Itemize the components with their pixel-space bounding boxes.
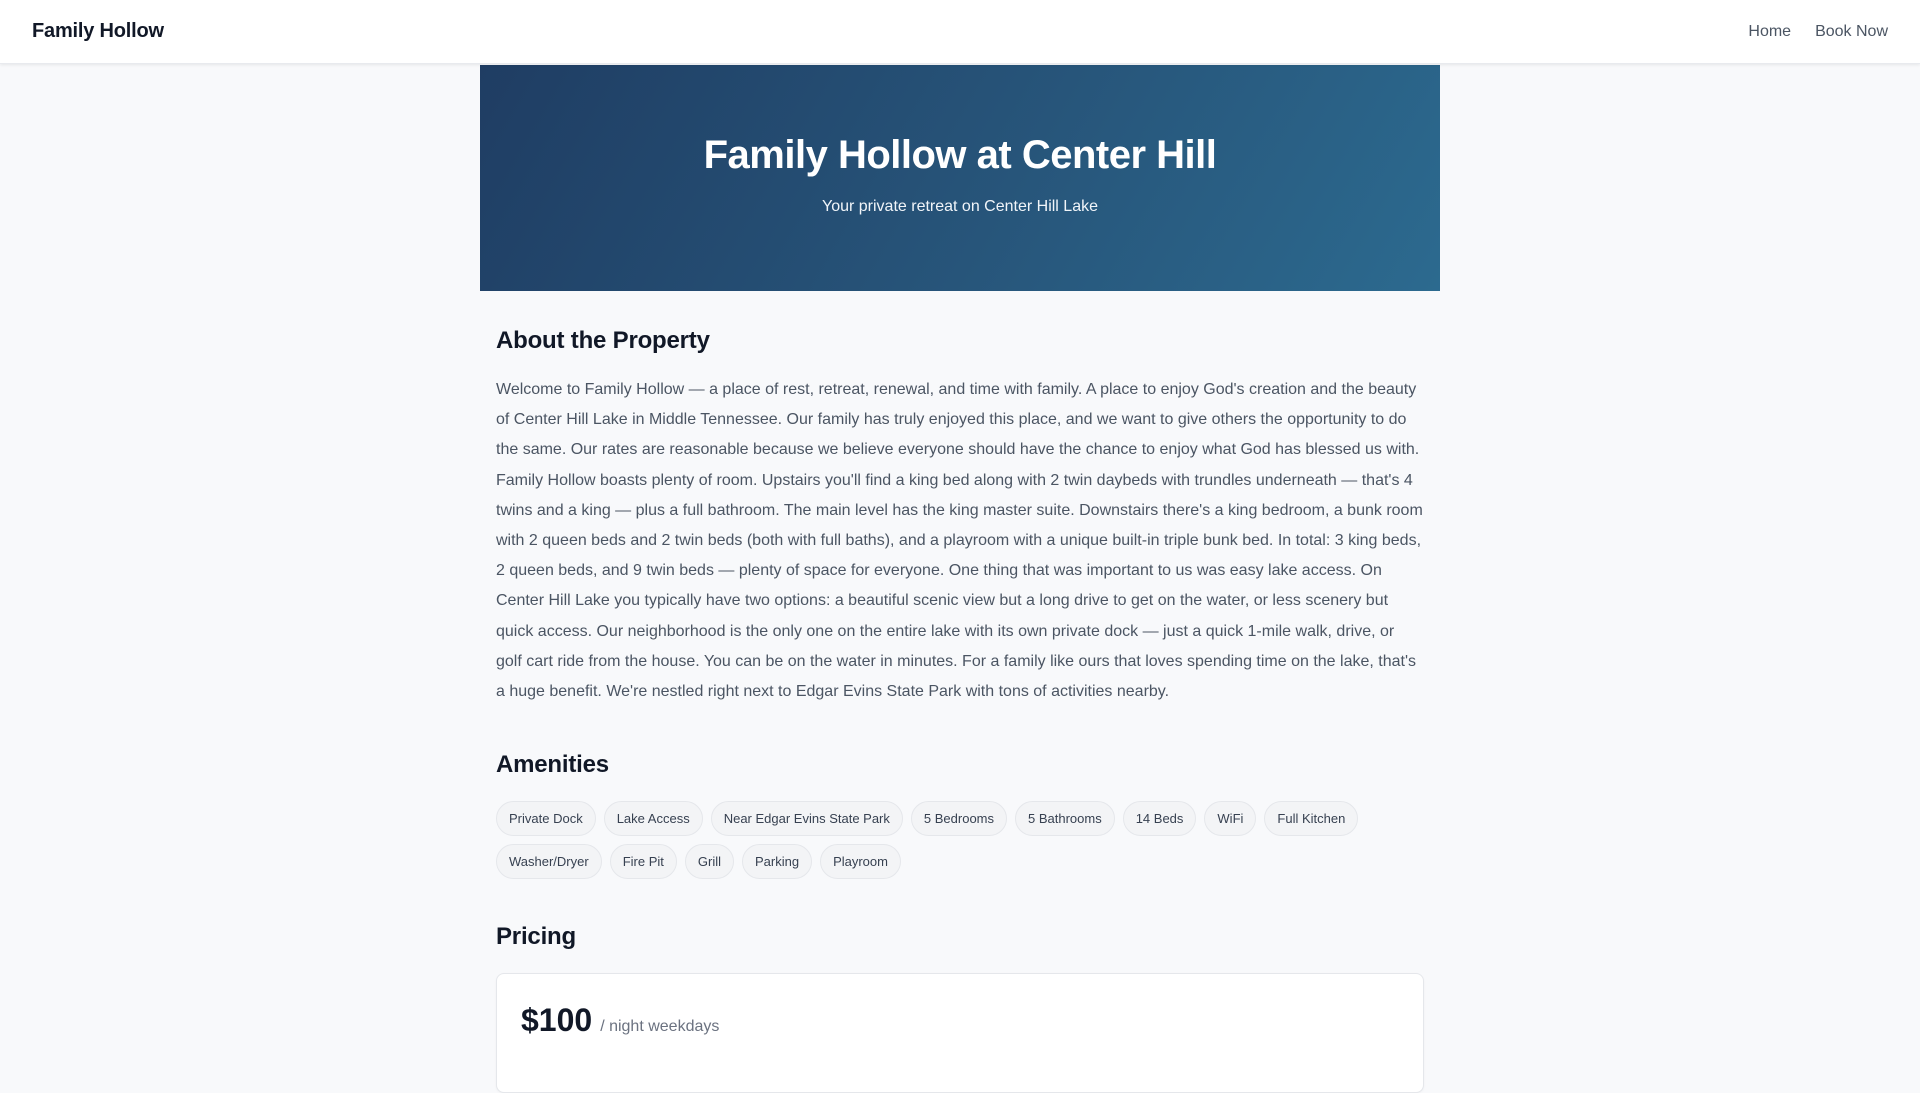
amenity-chip: Private Dock (496, 801, 596, 836)
amenity-chip: 5 Bedrooms (911, 801, 1007, 836)
price-row (521, 1002, 1399, 1039)
navbar (0, 0, 1920, 64)
pricing-section (496, 923, 1424, 1093)
nav-link-home[interactable]: Home (1748, 22, 1792, 40)
hero-title: Family Hollow at Center Hill (703, 132, 1217, 177)
amenity-chip: Grill (685, 844, 734, 879)
price-card (496, 973, 1424, 1093)
price-unit: / night weekdays (600, 1018, 720, 1036)
nav-links (1748, 23, 1888, 41)
amenity-chip: Lake Access (604, 801, 703, 836)
price-amount: $100 (521, 1002, 593, 1039)
main-content (496, 291, 1424, 1093)
about-heading: About the Property (496, 327, 710, 354)
amenity-chip: 14 Beds (1123, 801, 1197, 836)
amenity-chip: Near Edgar Evins State Park (711, 801, 903, 836)
amenities-section (496, 751, 1424, 879)
amenity-list (496, 801, 1396, 879)
amenity-chip: 5 Bathrooms (1015, 801, 1115, 836)
about-description: Welcome to Family Hollow — a place of rest, retreat, renewal, and time with family. A place to enjoy God's creation and the beauty of Center Hill Lake in Middle Tennessee. Our family has truly enjoyed this place, and we want to give others the opportunity to do the same. Our rates are reasonable because we believe everyone should have the chance to enjoy what God has blessed us with. Family Hollow boasts plenty of room. Upstairs you'll find a king bed along with 2 twin daybeds with trundles underneath — that's 4 twins and a king — plus a full bathroom. The main level has the king master suite. Downstairs there's a king bedroom, a bunk room with 2 queen beds and 2 twin beds (both with full baths), and a playroom with a unique built-in triple bunk bed. In total: 3 king beds, 2 queen beds, and 9 twin beds — plenty of space for everyone. One thing that was important to us was easy lake access. On Center Hill Lake you typically have two options: a beautiful scenic view but a long drive to get on the water, or less scenery but quick access. Our neighborhood is the only one on the entire lake with its own private dock — just a quick 1-mile walk, drive, or golf cart ride from the house. You can be on the water in minutes. For a family like ours that loves spending time on the lake, that's a huge benefit. We're nestled right next to Edgar Evins State Park with tons of activities nearby. (496, 381, 1423, 701)
about-section (496, 327, 1424, 707)
amenity-chip: Playroom (820, 844, 901, 879)
amenity-chip: Parking (742, 844, 812, 879)
amenity-chip: Washer/Dryer (496, 844, 602, 879)
pricing-heading: Pricing (496, 923, 576, 951)
amenity-chip: Full Kitchen (1264, 801, 1358, 836)
nav-link-book-now[interactable]: Book Now (1815, 22, 1888, 40)
hero-banner (480, 65, 1440, 291)
amenity-chip: Fire Pit (610, 844, 677, 879)
amenity-chip: WiFi (1204, 801, 1256, 836)
amenities-heading: Amenities (496, 751, 609, 779)
brand-logo-link[interactable]: Family Hollow (32, 20, 164, 42)
hero-subtitle: Your private retreat on Center Hill Lake (822, 197, 1098, 215)
